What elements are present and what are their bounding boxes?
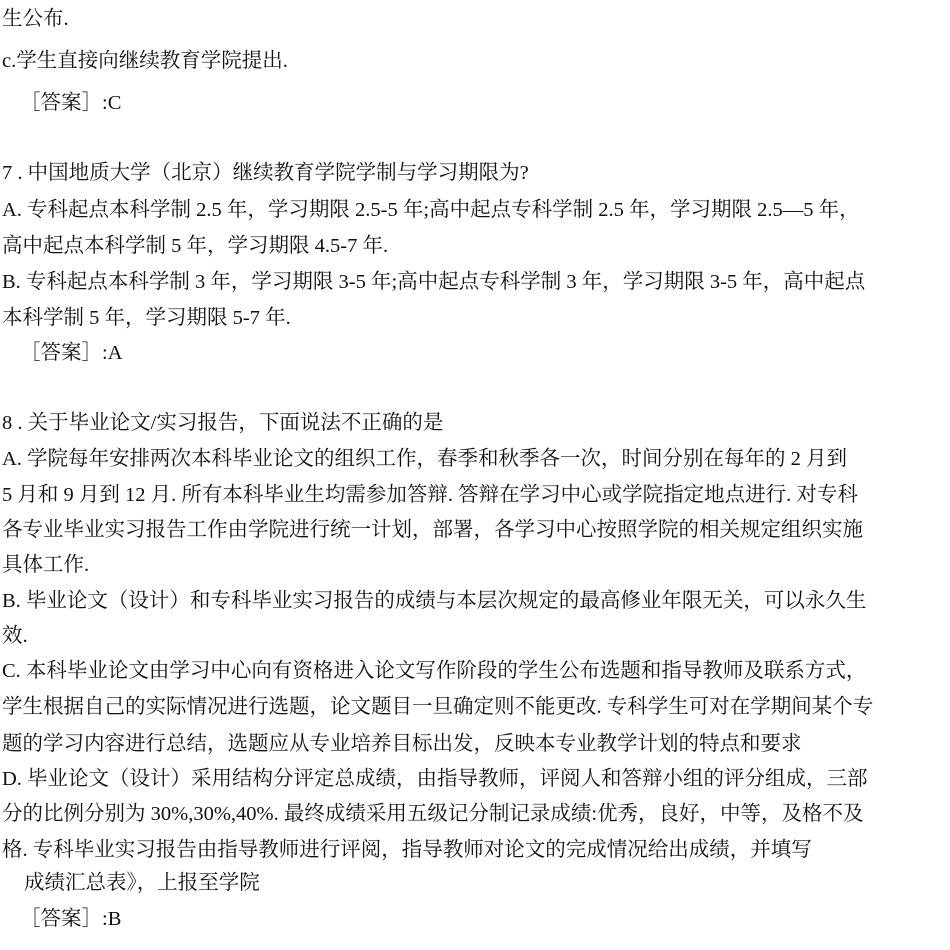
text-line: 各专业毕业实习报告工作由学院进行统一计划，部署，各学习中心按照学院的相关规定组织实施	[2, 519, 863, 541]
text-line: 生公布.	[2, 8, 69, 30]
question-8: 8 . 关于毕业论文/实习报告，下面说法不正确的是	[2, 412, 444, 434]
text-line: 学生根据自己的实际情况进行选题，论文题目一旦确定则不能更改. 专科学生可对在学期间某个专	[2, 696, 874, 718]
text-line: 分的比例分别为 30%,30%,40%. 最终成绩采用五级记分制记录成绩:优秀，良好，中等，及格不及	[2, 803, 864, 825]
text-line: 具体工作.	[2, 554, 90, 576]
text-line: 5 月和 9 月到 12 月. 所有本科毕业生均需参加答辩. 答辩在学习中心或学院指定地点进行. 对专科	[2, 484, 858, 506]
text-line: 本科学制 5 年，学习期限 5-7 年.	[2, 307, 291, 329]
option-a: A. 专科起点本科学制 2.5 年，学习期限 2.5-5 年;高中起点专科学制 2.5 年，学习期限 2.5—5 年，	[2, 199, 860, 221]
option-b: B. 专科起点本科学制 3 年，学习期限 3-5 年;高中起点专科学制 3 年，学习期限 3-5 年，高中起点	[2, 271, 866, 293]
option-c: c.学生直接向继续教育学院提出.	[2, 50, 288, 72]
answer-line: ［答案］:B	[20, 908, 122, 930]
answer-line: ［答案］:C	[20, 92, 122, 114]
answer-line: ［答案］:A	[20, 342, 123, 364]
option-c: C. 本科毕业论文由学习中心向有资格进入论文写作阶段的学生公布选题和指导教师及联系方式，	[2, 660, 867, 682]
option-a: A. 学院每年安排两次本科毕业论文的组织工作，春季和秋季各一次，时间分别在每年的 2 月到	[2, 448, 848, 470]
text-line: 高中起点本科学制 5 年，学习期限 4.5-7 年.	[2, 235, 389, 257]
option-b: B. 毕业论文（设计）和专科毕业实习报告的成绩与本层次规定的最高修业年限无关，可以永久生	[2, 590, 867, 612]
text-line: 成绩汇总表》，上报至学院	[24, 872, 260, 894]
question-7: 7 . 中国地质大学（北京）继续教育学院学制与学习期限为?	[2, 162, 529, 184]
text-line: 效.	[2, 625, 28, 647]
option-d: D. 毕业论文（设计）采用结构分评定总成绩，由指导教师，评阅人和答辩小组的评分组成，三部	[2, 768, 868, 790]
text-line: 题的学习内容进行总结，选题应从专业培养目标出发，反映本专业教学计划的特点和要求	[2, 733, 802, 755]
text-line: 格. 专科毕业实习报告由指导教师进行评阅，指导教师对论文的完成情况给出成绩，并填写	[2, 839, 812, 861]
